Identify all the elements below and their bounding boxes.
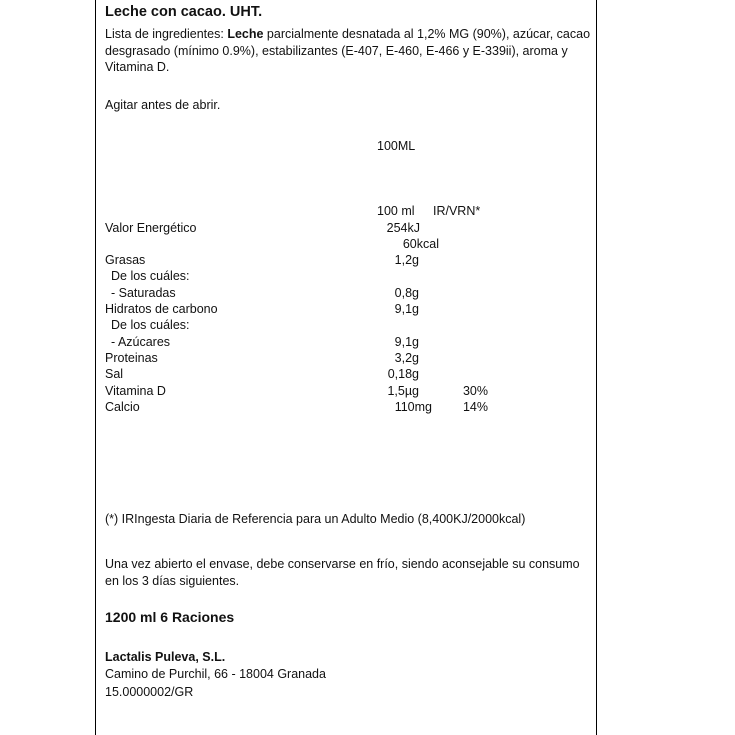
nutrition-pct-header: IR/VRN* [433, 204, 481, 218]
nutrition-label: De los cuáles: [111, 318, 190, 332]
nutrition-row [96, 301, 596, 317]
nutrition-label: - Saturadas [111, 286, 176, 300]
nutrition-value: 60kcal [402, 237, 439, 251]
nutrition-label: Hidratos de carbono [105, 302, 218, 316]
volume-servings: 1200 ml 6 Raciones [105, 609, 235, 625]
nutrition-value: 0,18g [387, 367, 419, 381]
nutrition-row [96, 268, 596, 284]
nutrition-row [96, 383, 596, 399]
nutrition-row [96, 236, 596, 252]
product-title: Leche con cacao. UHT. [105, 4, 263, 20]
nutrition-label: Vitamina D [105, 384, 166, 398]
company-name: Lactalis Puleva, S.L. [105, 650, 226, 664]
nutrition-label: - Azúcares [111, 335, 171, 349]
nutrition-value: 9,1g [394, 335, 419, 349]
nutrition-label: Sal [105, 367, 124, 381]
nutrition-value: 1,5µg [387, 384, 419, 398]
nutrition-row [96, 399, 596, 415]
nutrition-value: 110mg [394, 400, 432, 414]
serving-header: 100ML [377, 139, 416, 153]
nutrition-value: 1,2g [394, 253, 419, 267]
nutrition-value-header: 100 ml [377, 204, 415, 218]
nutrition-label: Calcio [105, 400, 140, 414]
nutrition-row [96, 366, 596, 382]
nutrition-row [96, 334, 596, 350]
storage-instructions: Una vez abierto el envase, debe conservarse en frío, siendo aconsejable su consumo en los 3 días siguientes. [105, 557, 580, 588]
nutrition-value: 9,1g [394, 302, 419, 316]
nutrition-row [96, 350, 596, 366]
nutrition-label: Grasas [105, 253, 146, 267]
reference-footnote: (*) IRIngesta Diaria de Referencia para un Adulto Medio (8,400KJ/2000kcal) [105, 512, 526, 526]
nutrition-pct: 14% [462, 400, 488, 414]
nutrition-row [96, 317, 596, 333]
ingredients-prefix: Lista de ingredientes: [105, 27, 228, 41]
nutrition-row [96, 252, 596, 268]
nutrition-row [96, 220, 596, 236]
nutrition-value: 3,2g [394, 351, 419, 365]
ingredients-rest: parcialmente desnatada al 1,2% MG (90%), azúcar, cacao desgrasado (mínimo 0.9%), estabilizantes (E-407, E-460, E-466 y E-339ii), aroma y Vitamina D. [105, 27, 591, 74]
product-label-sheet [95, 0, 597, 735]
ingredients-list [105, 26, 590, 76]
nutrition-value: 254kJ [386, 221, 420, 235]
nutrition-label: De los cuáles: [111, 269, 190, 283]
shake-note: Agitar antes de abrir. [105, 98, 221, 112]
nutrition-pct: 30% [462, 384, 488, 398]
nutrition-label: Proteinas [105, 351, 158, 365]
ingredients-main: Leche [227, 27, 264, 41]
nutrition-label: Valor Energético [105, 221, 197, 235]
nutrition-value: 0,8g [394, 286, 419, 300]
company-address: Camino de Purchil, 66 - 18004 Granada [105, 667, 326, 681]
sanitary-registry: 15.0000002/GR [105, 685, 194, 699]
nutrition-row [96, 285, 596, 301]
